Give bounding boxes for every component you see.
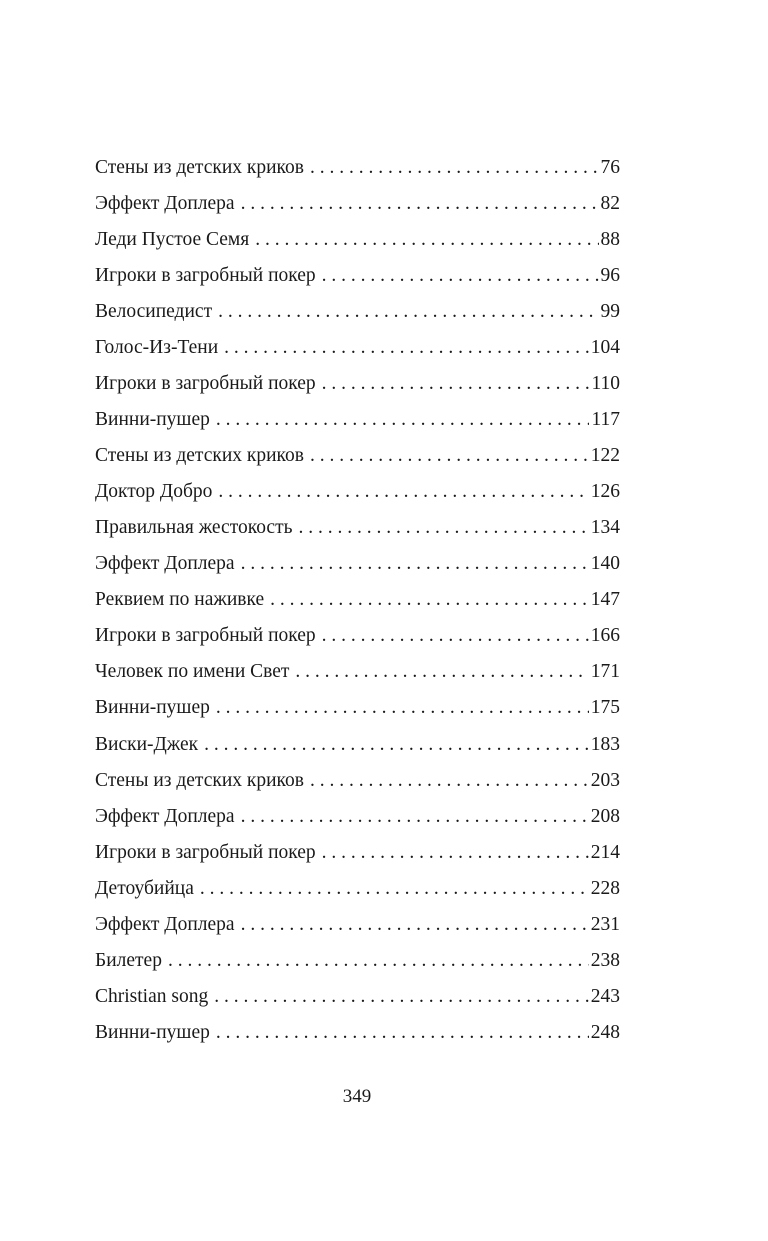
toc-entry[interactable] [95, 222, 620, 258]
toc-entry-page: 96 [599, 258, 621, 294]
toc-dot-leader [214, 979, 589, 1015]
toc-entry-title: Эффект Доплера [95, 546, 241, 582]
toc-entry-title: Игроки в загробный покер [95, 366, 322, 402]
toc-entry-title: Christian song [95, 979, 214, 1015]
toc-entry-title: Эффект Доплера [95, 907, 241, 943]
toc-dot-leader [322, 366, 590, 402]
toc-entry[interactable] [95, 546, 620, 582]
toc-dot-leader [310, 763, 589, 799]
toc-dot-leader [310, 150, 599, 186]
table-of-contents [95, 150, 620, 1051]
toc-entry-title: Стены из детских криков [95, 150, 310, 186]
toc-dot-leader [322, 618, 589, 654]
toc-entry-title: Реквием по наживке [95, 582, 270, 618]
toc-entry-page: 110 [589, 366, 620, 402]
toc-entry[interactable] [95, 402, 620, 438]
toc-entry-page: 203 [589, 763, 620, 799]
toc-entry-title: Игроки в загробный покер [95, 618, 322, 654]
toc-entry[interactable] [95, 727, 620, 763]
toc-entry-title: Винни-пушер [95, 1015, 216, 1051]
toc-entry-page: 76 [599, 150, 621, 186]
toc-entry[interactable] [95, 618, 620, 654]
toc-dot-leader [241, 799, 589, 835]
toc-entry[interactable] [95, 835, 620, 871]
toc-entry[interactable] [95, 799, 620, 835]
toc-entry-page: 147 [589, 582, 620, 618]
toc-entry-page: 99 [599, 294, 621, 330]
toc-dot-leader [218, 474, 588, 510]
toc-entry-title: Детоубийца [95, 871, 200, 907]
toc-entry[interactable] [95, 907, 620, 943]
toc-entry-title: Винни-пушер [95, 690, 216, 726]
toc-dot-leader [241, 186, 599, 222]
toc-entry-page: 82 [599, 186, 621, 222]
toc-entry-title: Билетер [95, 943, 168, 979]
toc-dot-leader [216, 1015, 589, 1051]
toc-entry-page: 122 [589, 438, 620, 474]
toc-entry-title: Стены из детских криков [95, 763, 310, 799]
toc-entry-title: Винни-пушер [95, 402, 216, 438]
toc-entry-title: Эффект Доплера [95, 799, 241, 835]
toc-entry[interactable] [95, 763, 620, 799]
toc-dot-leader [224, 330, 589, 366]
toc-entry-title: Велосипедист [95, 294, 218, 330]
toc-entry-page: 208 [589, 799, 620, 835]
toc-entry-page: 214 [589, 835, 620, 871]
page-number: 349 [342, 1086, 372, 1107]
toc-entry[interactable] [95, 1015, 620, 1051]
toc-dot-leader [310, 438, 589, 474]
toc-entry-title: Доктор Добро [95, 474, 218, 510]
toc-dot-leader [216, 690, 589, 726]
toc-dot-leader [200, 871, 589, 907]
toc-entry[interactable] [95, 330, 620, 366]
toc-entry-page: 166 [589, 618, 620, 654]
toc-dot-leader [295, 654, 588, 690]
toc-entry[interactable] [95, 943, 620, 979]
toc-entry-page: 183 [589, 727, 620, 763]
toc-entry-page: 171 [589, 654, 620, 690]
toc-entry[interactable] [95, 366, 620, 402]
toc-entry-title: Стены из детских криков [95, 438, 310, 474]
toc-entry-page: 175 [589, 690, 620, 726]
toc-entry[interactable] [95, 510, 620, 546]
toc-entry[interactable] [95, 582, 620, 618]
toc-entry-page: 88 [599, 222, 621, 258]
toc-entry-page: 140 [589, 546, 620, 582]
toc-dot-leader [270, 582, 589, 618]
toc-dot-leader [299, 510, 589, 546]
toc-entry-title: Человек по имени Свет [95, 654, 295, 690]
toc-entry-page: 248 [589, 1015, 620, 1051]
toc-dot-leader [322, 258, 599, 294]
toc-entry[interactable] [95, 690, 620, 726]
toc-entry-page: 231 [589, 907, 620, 943]
toc-dot-leader [216, 402, 590, 438]
toc-entry[interactable] [95, 474, 620, 510]
toc-entry-page: 126 [589, 474, 620, 510]
toc-entry[interactable] [95, 438, 620, 474]
toc-entry-page: 104 [589, 330, 620, 366]
toc-entry-title: Голос-Из-Тени [95, 330, 224, 366]
toc-dot-leader [322, 835, 589, 871]
toc-dot-leader [255, 222, 598, 258]
toc-entry-page: 228 [589, 871, 620, 907]
toc-entry[interactable] [95, 979, 620, 1015]
toc-dot-leader [241, 907, 589, 943]
toc-entry-title: Игроки в загробный покер [95, 835, 322, 871]
toc-entry-page: 134 [589, 510, 620, 546]
toc-entry[interactable] [95, 871, 620, 907]
toc-entry-title: Игроки в загробный покер [95, 258, 322, 294]
toc-dot-leader [168, 943, 589, 979]
toc-entry[interactable] [95, 294, 620, 330]
toc-entry[interactable] [95, 654, 620, 690]
toc-dot-leader [241, 546, 589, 582]
toc-dot-leader [204, 727, 589, 763]
toc-entry-title: Виски-Джек [95, 727, 204, 763]
toc-entry-page: 238 [589, 943, 620, 979]
toc-entry[interactable] [95, 150, 620, 186]
toc-entry[interactable] [95, 186, 620, 222]
toc-entry-page: 117 [589, 402, 620, 438]
toc-entry-title: Эффект Доплера [95, 186, 241, 222]
toc-entry-page: 243 [589, 979, 620, 1015]
toc-dot-leader [218, 294, 598, 330]
toc-entry-title: Леди Пустое Семя [95, 222, 255, 258]
toc-entry-title: Правильная жестокость [95, 510, 299, 546]
toc-entry[interactable] [95, 258, 620, 294]
